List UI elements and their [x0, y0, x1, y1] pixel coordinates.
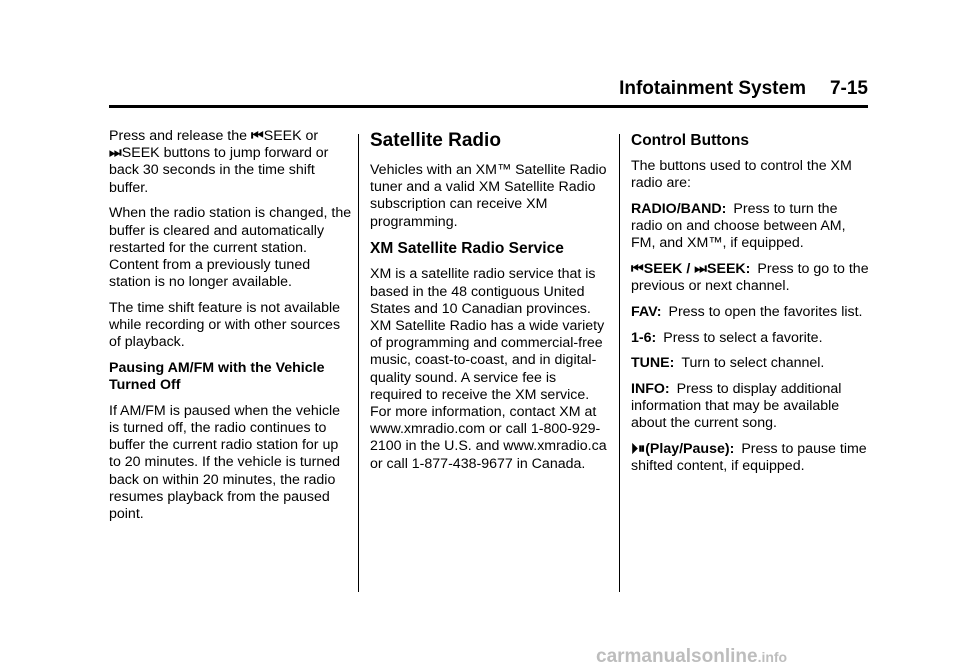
- column-2: [370, 128, 610, 481]
- column-3: [631, 128, 871, 484]
- play-pause-icon: ⏵⏸: [631, 441, 646, 458]
- column-divider-1: [358, 134, 359, 592]
- paragraph-paused: If AM/FM is paused when the vehicle is turned off, the radio continues to buffer the current radio station for up to 20 minutes. If the vehicle is turned back on within 20 minutes, the radio resumes playback from the paused point.: [109, 402, 341, 523]
- paragraph-controls-intro: The buttons used to control the XM radio are:: [631, 158, 852, 192]
- subheading-pausing: Pausing AM/FM with the Vehicle Turned Off: [109, 359, 325, 394]
- column-1: [109, 128, 352, 532]
- seek-back-icon: ⏮: [250, 128, 264, 144]
- list-item: 1-6: Press to select a favorite.: [631, 329, 823, 346]
- seek-forward-icon: ⏭: [694, 261, 708, 278]
- item-label: 1-6:: [631, 329, 657, 346]
- item-label: FAV:: [631, 303, 662, 320]
- item-label: TUNE:: [631, 355, 675, 372]
- item-label: INFO:: [631, 381, 670, 398]
- heading-satellite-radio: Satellite Radio: [370, 130, 501, 151]
- item-label: RADIO/BAND:: [631, 200, 727, 217]
- seek-forward-icon: ⏭: [109, 145, 122, 162]
- page-number: 7-15: [829, 78, 868, 99]
- list-item: FAV: Press to open the favorites list.: [631, 303, 863, 320]
- list-item: TUNE: Turn to select channel.: [631, 355, 825, 372]
- paragraph-buffer: When the radio station is changed, the buffer is cleared and automatically restarted for the current station. Content from a previously tuned station is no longer available.: [109, 205, 352, 291]
- list-item: RADIO/BAND: Press to turn the radio on and choose between AM, FM, and XM™, if equipped.: [631, 200, 846, 252]
- paragraph-seek: Press and release the ⏮SEEK or ⏭SEEK buttons to jump forward or back 30 seconds in the time shift buffer.: [109, 128, 329, 196]
- paragraph-time-shift: The time shift feature is not available while recording or with other sources of playback.: [109, 299, 341, 351]
- heading-control-buttons: Control Buttons: [631, 132, 749, 149]
- seek-back-icon: ⏮: [631, 261, 644, 278]
- page-header: [598, 78, 868, 100]
- section-title: Infotainment System: [619, 78, 806, 99]
- column-divider-2: [619, 134, 620, 592]
- list-item: ⏮SEEK / ⏭SEEK: Press to go to the previous or next channel.: [631, 261, 869, 295]
- paragraph-xm-intro: Vehicles with an XM™ Satellite Radio tuner and a valid XM Satellite Radio subscription can receive XM programming.: [370, 162, 607, 230]
- header-rule: [109, 105, 868, 108]
- watermark: carmanualsonline.info: [596, 646, 788, 667]
- list-item: ⏵⏸(Play/Pause): Press to pause time shifted content, if equipped.: [631, 441, 867, 475]
- list-item: INFO: Press to display additional information that may be available about the current song.: [631, 381, 842, 432]
- paragraph-xm-service: XM is a satellite radio service that is based in the 48 contiguous United States and 10 Canadian provinces. XM Satellite Radio has a wide variety of programming and commercial-free music, coast-to-coast, and in digital-quality sound. A service fee is required to receive the XM service. For more information, contact XM at www.xmradio.com or call 1-800-929-2100 in the U.S. and www.xmradio.ca or call 1-877-438-9677 in Canada.: [370, 266, 607, 472]
- heading-xm-service: XM Satellite Radio Service: [370, 240, 564, 258]
